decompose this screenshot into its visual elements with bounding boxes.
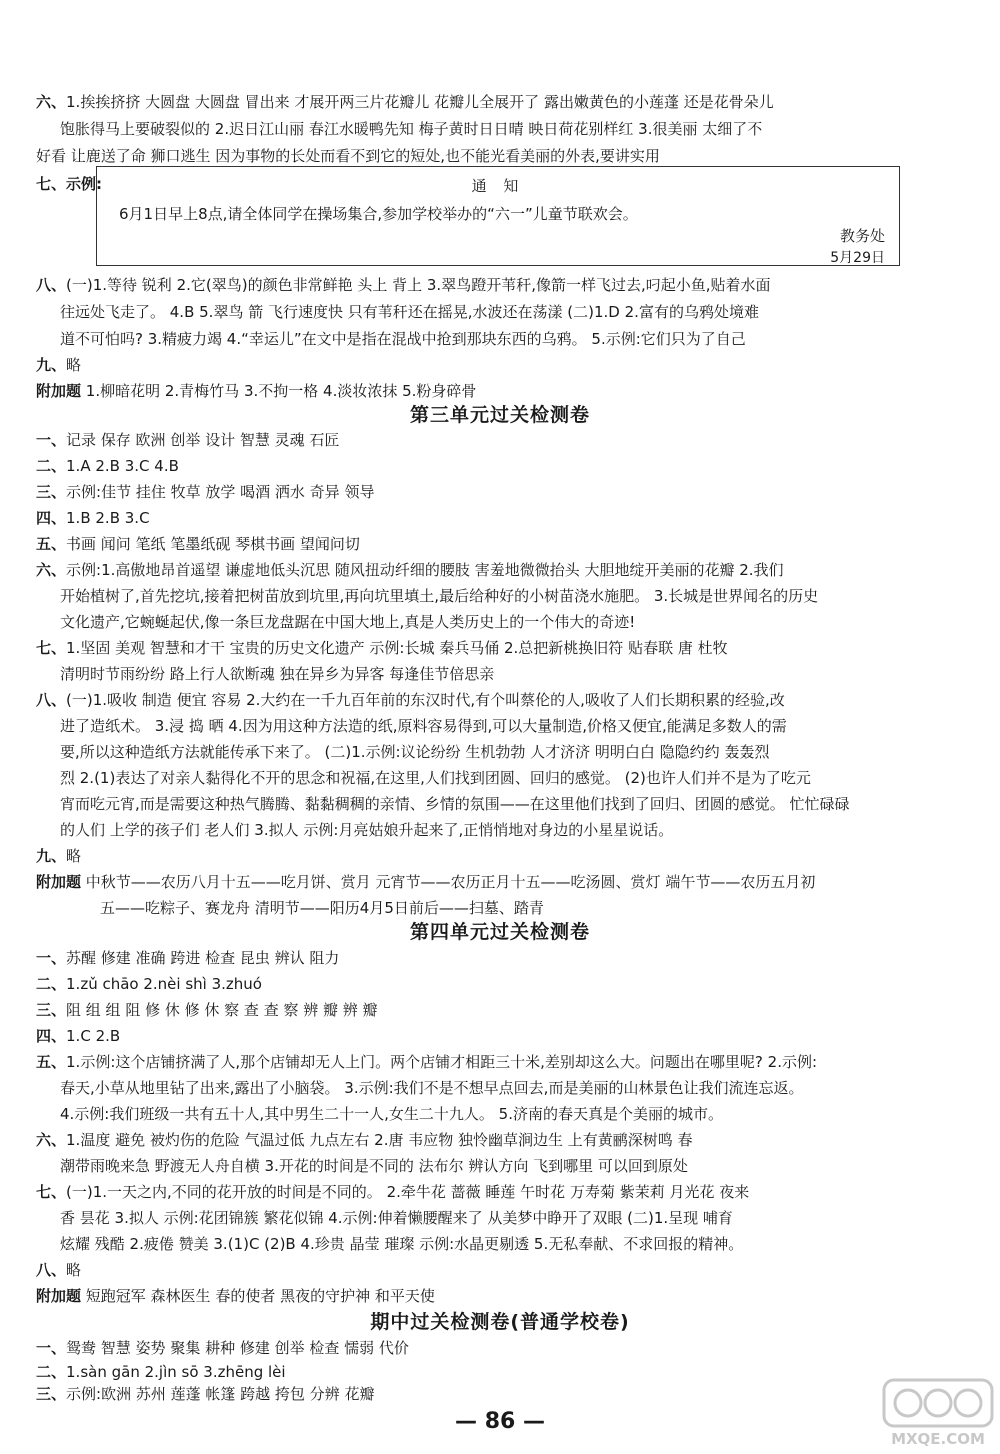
bonus-line: 附加题 中秋节——农历八月十五——吃月饼、赏月 元宵节——农历正月十五——吃汤圆、赏灯 端午节——农历五月初 xyxy=(36,873,816,891)
text-line: 二、1.sàn gān 2.jìn sō 3.zhēng lèi xyxy=(36,1363,286,1381)
text-line: 八、略 xyxy=(36,1261,82,1279)
text-line: 三、示例:佳节 挂住 牧草 放学 喝酒 洒水 奇异 领导 xyxy=(36,483,375,501)
text-line: 宵而吃元宵,而是需要这种热气腾腾、黏黏稠稠的亲情、乡情的氛围——在这里他们找到了回归、团圆的感觉。 忙忙碌碌 xyxy=(60,795,850,813)
text-line: 四、1.B 2.B 3.C xyxy=(36,509,150,527)
notice-label: 七、示例: xyxy=(36,175,102,193)
text-line: 道不可怕吗? 3.精疲力竭 4.“幸运儿”在文中是指在混战中抢到那块东西的乌鸦。 5.示例:它们只为了自己 xyxy=(60,330,746,348)
text-line: 三、阻 组 组 阻 修 休 修 休 察 查 查 察 辨 瓣 辨 瓣 xyxy=(36,1001,378,1019)
text-line: 二、1.A 2.B 3.C 4.B xyxy=(36,457,179,475)
text-line: 五、书画 闻问 笔纸 笔墨纸砚 琴棋书画 望闻问切 xyxy=(36,535,360,553)
notice-body: 6月1日早上8点,请全体同学在操场集合,参加学校举办的“六一”儿童节联欢会。 xyxy=(119,205,638,223)
text-line: 六、1.挨挨挤挤 大圆盘 大圆盘 冒出来 才展开两三片花瓣儿 花瓣儿全展开了 露出嫩黄色的小莲蓬 还是花骨朵儿 xyxy=(36,93,774,111)
page-number: — 86 — xyxy=(455,1409,545,1434)
watermark-text: MXQE.COM xyxy=(891,1430,985,1448)
text-line: 一、鸳鸯 智慧 姿势 聚集 耕种 修建 创举 检查 懦弱 代价 xyxy=(36,1339,409,1357)
text-line: 要,所以这种造纸方法就能传承下来了。 (二)1.示例:议论纷纷 生机勃勃 人才济济 明明白白 隐隐约约 轰轰烈 xyxy=(60,743,770,761)
text-line: 五——吃粽子、赛龙舟 清明节——阳历4月5日前后——扫墓、踏青 xyxy=(100,899,544,917)
text-line: 春天,小草从地里钻了出来,露出了小脑袋。 3.示例:我们不是不想早点回去,而是美丽的山林景色让我们流连忘返。 xyxy=(60,1079,804,1097)
text-line: 二、1.zǔ chāo 2.nèi shì 3.zhuó xyxy=(36,975,262,993)
text-line: 潮带雨晚来急 野渡无人舟自横 3.开花的时间是不同的 法布尔 辨认方向 飞到哪里 可以回到原处 xyxy=(60,1157,688,1175)
notice-title: 通 知 xyxy=(471,177,525,195)
text-line: 烈 2.(1)表达了对亲人黏得化不开的思念和祝福,在这里,人们找到团圆、回归的感觉。 (2)也许人们并不是为了吃元 xyxy=(60,769,811,787)
text-line: 九、略 xyxy=(36,356,82,374)
text-line: 饱胀得马上要破裂似的 2.迟日江山丽 春江水暖鸭先知 梅子黄时日日晴 映日荷花别样红 3.很美丽 太细了不 xyxy=(60,120,763,138)
section-heading-unit3: 第三单元过关检测卷 xyxy=(409,404,590,426)
text-line: 一、记录 保存 欧洲 创举 设计 智慧 灵魂 石匠 xyxy=(36,431,340,449)
text-line: 八、(一)1.吸收 制造 便宜 容易 2.大约在一千九百年前的东汉时代,有个叫蔡伦的人,吸收了人们长期积累的经验,改 xyxy=(36,691,785,709)
text-line: 香 昙花 3.拟人 示例:花团锦簇 繁花似锦 4.示例:伸着懒腰醒来了 从美梦中睁开了双眼 (二)1.呈现 哺育 xyxy=(60,1209,733,1227)
text-line: 七、1.坚固 美观 智慧和才干 宝贵的历史文化遗产 示例:长城 秦兵马俑 2.总把新桃换旧符 贴春联 唐 杜牧 xyxy=(36,639,728,657)
text-line: 炫耀 残酷 2.疲倦 赞美 3.(1)C (2)B 4.珍贵 晶莹 璀璨 示例:水晶更剔透 5.无私奉献、不求回报的精神。 xyxy=(60,1235,744,1253)
text-line: 好看 让鹿送了命 狮口逃生 因为事物的长处而看不到它的短处,也不能光看美丽的外表,要讲实用 xyxy=(36,147,660,165)
notice-date: 5月29日 xyxy=(830,250,885,266)
text-line: 三、示例:欧洲 苏州 莲蓬 帐篷 跨越 挎包 分辨 花瓣 xyxy=(36,1385,375,1403)
text-line: 五、1.示例:这个店铺挤满了人,那个店铺却无人上门。两个店铺才相距三十米,差别却这么大。问题出在哪里呢? 2.示例: xyxy=(36,1053,818,1071)
text-line: 往远处飞走了。 4.B 5.翠鸟 箭 飞行速度快 只有苇秆还在摇晃,水波还在荡漾 (二)1.D 2.富有的乌鸦处境难 xyxy=(60,303,759,321)
bonus-line: 附加题 1.柳暗花明 2.青梅竹马 3.不拘一格 4.淡妆浓抹 5.粉身碎骨 xyxy=(36,382,477,400)
text-line: 清明时节雨纷纷 路上行人欲断魂 独在异乡为异客 每逢佳节倍思亲 xyxy=(60,665,495,683)
text-line: 六、示例:1.高傲地昂首遥望 谦虚地低头沉思 随风扭动纤细的腰肢 害羞地微微抬头 大胆地绽开美丽的花瓣 2.我们 xyxy=(36,561,784,579)
text-line: 七、(一)1.一天之内,不同的花开放的时间是不同的。 2.牵牛花 蔷薇 睡莲 午时花 万寿菊 紫茉莉 月光花 夜来 xyxy=(36,1183,750,1201)
section-heading-unit4: 第四单元过关检测卷 xyxy=(409,921,590,943)
text-line: 四、1.C 2.B xyxy=(36,1027,121,1045)
text-line: 六、1.温度 避免 被灼伤的危险 气温过低 九点左右 2.唐 韦应物 独怜幽草涧边生 上有黄鹂深树鸣 春 xyxy=(36,1131,693,1149)
text-line: 开始植树了,首先挖坑,接着把树苗放到坑里,再向坑里填土,最后给种好的小树苗浇水施肥。 3.长城是世界闻名的历史 xyxy=(60,587,819,605)
section-heading-midterm: 期中过关检测卷(普通学校卷) xyxy=(370,1311,630,1333)
bonus-line: 附加题 短跑冠军 森林医生 春的使者 黑夜的守护神 和平天使 xyxy=(36,1287,435,1305)
text-line: 文化遗产,它蜿蜒起伏,像一条巨龙盘踞在中国大地上,真是人类历史上的一个伟大的奇迹! xyxy=(60,613,636,631)
text-line: 一、苏醒 修建 准确 跨进 检查 昆虫 辨认 阻力 xyxy=(36,949,340,967)
text-line: 4.示例:我们班级一共有五十人,其中男生二十一人,女生二十九人。 5.济南的春天真是个美丽的城市。 xyxy=(60,1105,723,1123)
notice-box xyxy=(96,166,900,266)
text-line: 的人们 上学的孩子们 老人们 3.拟人 示例:月亮姑娘升起来了,正悄悄地对身边的小星星说话。 xyxy=(60,821,674,839)
notice-signature: 教务处 xyxy=(839,227,885,245)
text-line: 九、略 xyxy=(36,847,82,865)
text-line: 八、(一)1.等待 锐利 2.它(翠鸟)的颜色非常鲜艳 头上 背上 3.翠鸟蹬开苇秆,像箭一样飞过去,叼起小鱼,贴着水面 xyxy=(36,276,771,294)
text-line: 进了造纸术。 3.浸 捣 晒 4.因为用这种方法造的纸,原料容易得到,可以大量制造,价格又便宜,能满足多数人的需 xyxy=(60,717,787,735)
